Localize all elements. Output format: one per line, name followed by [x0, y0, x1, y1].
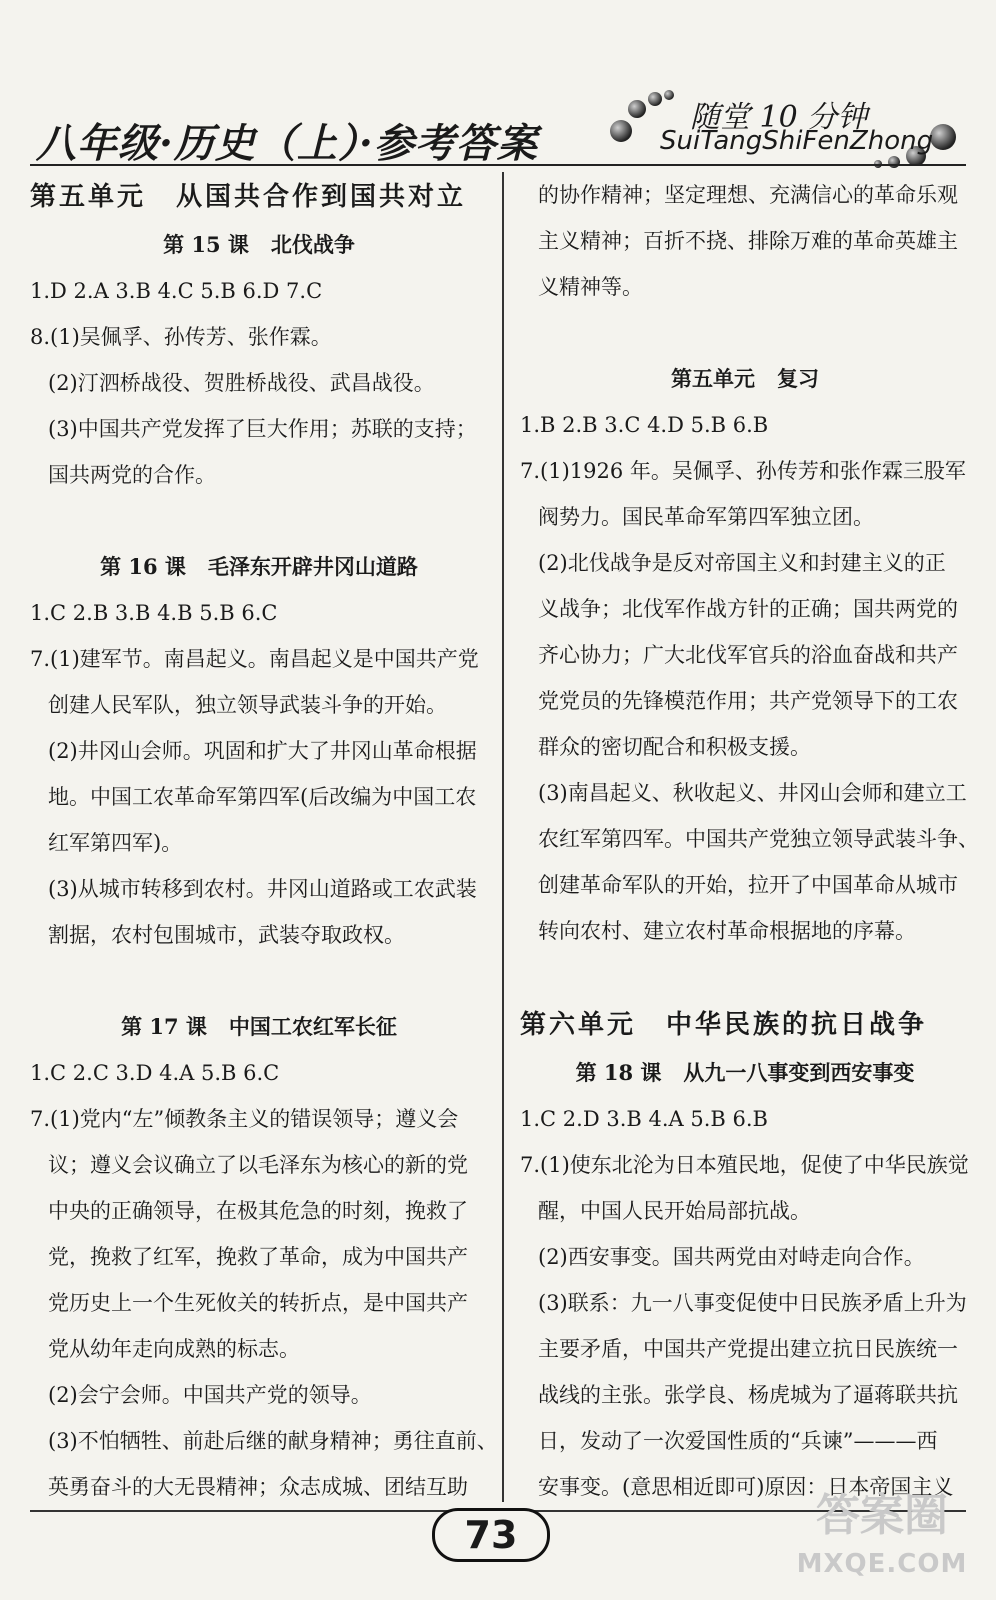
column-divider — [502, 172, 504, 1502]
answer-line: 创建革命军队的开始，拉开了中国革命从城市 — [538, 873, 958, 897]
lesson-number: 第 18 课 — [575, 1060, 662, 1085]
answer-line: (2)北伐战争是反对帝国主义和封建主义的正 — [538, 551, 946, 575]
answer-line: (2)会宁会师。中国共产党的领导。 — [48, 1383, 372, 1407]
answer-line: 1.D 2.A 3.B 4.C 5.B 6.D 7.C — [30, 279, 323, 303]
spacer — [30, 498, 488, 544]
left-column — [30, 172, 498, 1510]
answer-line: (3)联系：九一八事变促使中日民族矛盾上升为 — [538, 1291, 967, 1315]
answer-line: 7.(1)党内“左”倾教条主义的错误领导；遵义会 — [30, 1107, 459, 1131]
answer-line: 战线的主张。张学良、杨虎城为了逼蒋联共抗 — [538, 1383, 958, 1407]
answer-line: 醒，中国人民开始局部抗战。 — [538, 1199, 811, 1223]
lesson-name: 毛泽东开辟井冈山道路 — [207, 554, 418, 579]
spacer — [520, 954, 970, 1000]
lesson-title — [30, 544, 488, 590]
unit-name: 中华民族的抗日战争 — [666, 1010, 928, 1040]
answer-line: 创建人民军队，独立领导武装斗争的开始。 — [48, 693, 447, 717]
answer-line: 农红军第四军。中国共产党独立领导武装斗争、 — [538, 827, 979, 851]
answer-line: 7.(1)1926 年。吴佩孚、孙传芳和张作霖三股军 — [520, 459, 966, 483]
answer-line: (3)南昌起义、秋收起义、井冈山会师和建立工 — [538, 781, 967, 805]
unit-number: 第五单元 — [671, 366, 755, 391]
answer-line: 1.C 2.C 3.D 4.A 5.B 6.C — [30, 1061, 280, 1085]
brand-name-chinese: 随堂 10 分钟 — [690, 100, 868, 135]
answer-line: 中央的正确领导，在极其危急的时刻，挽救了 — [48, 1199, 468, 1223]
decorative-dot-icon — [930, 124, 956, 150]
answer-line: (3)从城市转移到农村。井冈山道路或工农武装 — [48, 877, 477, 901]
lesson-title — [520, 1050, 970, 1096]
decorative-dot-icon — [648, 92, 662, 106]
answer-line: 齐心协力；广大北伐军官兵的浴血奋战和共产 — [538, 643, 958, 667]
watermark — [792, 1488, 972, 1592]
lesson-number: 第 15 课 — [163, 232, 249, 257]
answer-line: (3)不怕牺牲、前赴后继的献身精神；勇往直前、 — [48, 1429, 498, 1453]
answer-line: 英勇奋斗的大无畏精神；众志成城、团结互助 — [48, 1475, 468, 1499]
lesson-number: 第 16 课 — [100, 554, 186, 579]
answer-line: (3)中国共产党发挥了巨大作用；苏联的支持； — [48, 417, 477, 441]
answer-line: 安事变。(意思相近即可)原因：日本帝国主义 — [538, 1475, 954, 1499]
unit-title — [520, 1000, 970, 1050]
spacer — [520, 310, 970, 356]
answer-line: (2)汀泗桥战役、贺胜桥战役、武昌战役。 — [48, 371, 435, 395]
right-column — [520, 172, 979, 1510]
book-title: 八年级·历史（上）·参考答案 — [36, 120, 538, 167]
answer-line: 国共两党的合作。 — [48, 463, 216, 487]
watermark-url: MXQE.COM — [796, 1549, 968, 1579]
answer-line: 议；遵义会议确立了以毛泽东为核心的新的党 — [48, 1153, 468, 1177]
answer-line: (2)井冈山会师。巩固和扩大了井冈山革命根据 — [48, 739, 477, 763]
answer-line: 主要矛盾，中国共产党提出建立抗日民族统一 — [538, 1337, 958, 1361]
lesson-title — [30, 1004, 488, 1050]
answer-line: 转向农村、建立农村革命根据地的序幕。 — [538, 919, 916, 943]
answer-line: 党历史上一个生死攸关的转折点，是中国共产 — [48, 1291, 468, 1315]
unit-number: 第六单元 — [520, 1010, 637, 1040]
answer-line: (2)西安事变。国共两党由对峙走向合作。 — [538, 1245, 925, 1269]
decorative-dot-icon — [628, 100, 646, 118]
decorative-dot-icon — [888, 156, 900, 168]
page-number: 73 — [432, 1508, 550, 1562]
brand-name-pinyin: SuiTangShiFenZhong — [660, 126, 934, 156]
answer-line: 党从幼年走向成熟的标志。 — [48, 1337, 300, 1361]
answer-line: 群众的密切配合和积极支援。 — [538, 735, 811, 759]
lesson-number: 第 17 课 — [121, 1014, 207, 1039]
answer-line: 割据，农村包围城市，武装夺取政权。 — [48, 923, 405, 947]
answer-line: 1.C 2.D 3.B 4.A 5.B 6.B — [520, 1107, 768, 1131]
lesson-name: 复习 — [777, 366, 819, 391]
unit-number: 第五单元 — [30, 182, 147, 212]
answer-line: 日，发动了一次爱国性质的“兵谏”———西 — [538, 1429, 938, 1453]
answer-line: 党党员的先锋模范作用；共产党领导下的工农 — [538, 689, 958, 713]
answer-line: 7.(1)建军节。南昌起义。南昌起义是中国共产党 — [30, 647, 479, 671]
answer-line: 1.C 2.B 3.B 4.B 5.B 6.C — [30, 601, 278, 625]
lesson-name: 中国工农红军长征 — [228, 1014, 397, 1039]
page-header — [0, 0, 996, 180]
watermark-logo: 答案圈 — [816, 1490, 948, 1541]
answer-line: 阀势力。国民革命军第四军独立团。 — [538, 505, 874, 529]
decorative-dot-icon — [664, 90, 674, 100]
lesson-name: 从九一八事变到西安事变 — [683, 1060, 915, 1085]
answer-line: 义精神等。 — [538, 275, 643, 299]
answer-line: 地。中国工农革命军第四军(后改编为中国工农 — [48, 785, 477, 809]
lesson-name: 北伐战争 — [270, 232, 355, 257]
answer-line: 7.(1)使东北沦为日本殖民地，促使了中华民族觉 — [520, 1153, 969, 1177]
answer-line: 主义精神；百折不挠、排除万难的革命英雄主 — [538, 229, 958, 253]
answer-line: 党，挽救了红军，挽救了革命，成为中国共产 — [48, 1245, 468, 1269]
answer-line: 1.B 2.B 3.C 4.D 5.B 6.B — [520, 413, 769, 437]
spacer — [30, 958, 488, 1004]
answer-line: 8.(1)吴佩孚、孙传芳、张作霖。 — [30, 325, 332, 349]
answer-line: 义战争；北伐军作战方针的正确；国共两党的 — [538, 597, 958, 621]
decorative-dot-icon — [610, 120, 632, 142]
unit-title — [30, 172, 488, 222]
lesson-title — [30, 222, 488, 268]
header-divider — [30, 164, 966, 166]
unit-name: 从国共合作到国共对立 — [176, 182, 467, 212]
answer-line: 的协作精神；坚定理想、充满信心的革命乐观 — [538, 183, 958, 207]
answer-line: 红军第四军)。 — [48, 831, 183, 855]
lesson-title — [520, 356, 970, 402]
